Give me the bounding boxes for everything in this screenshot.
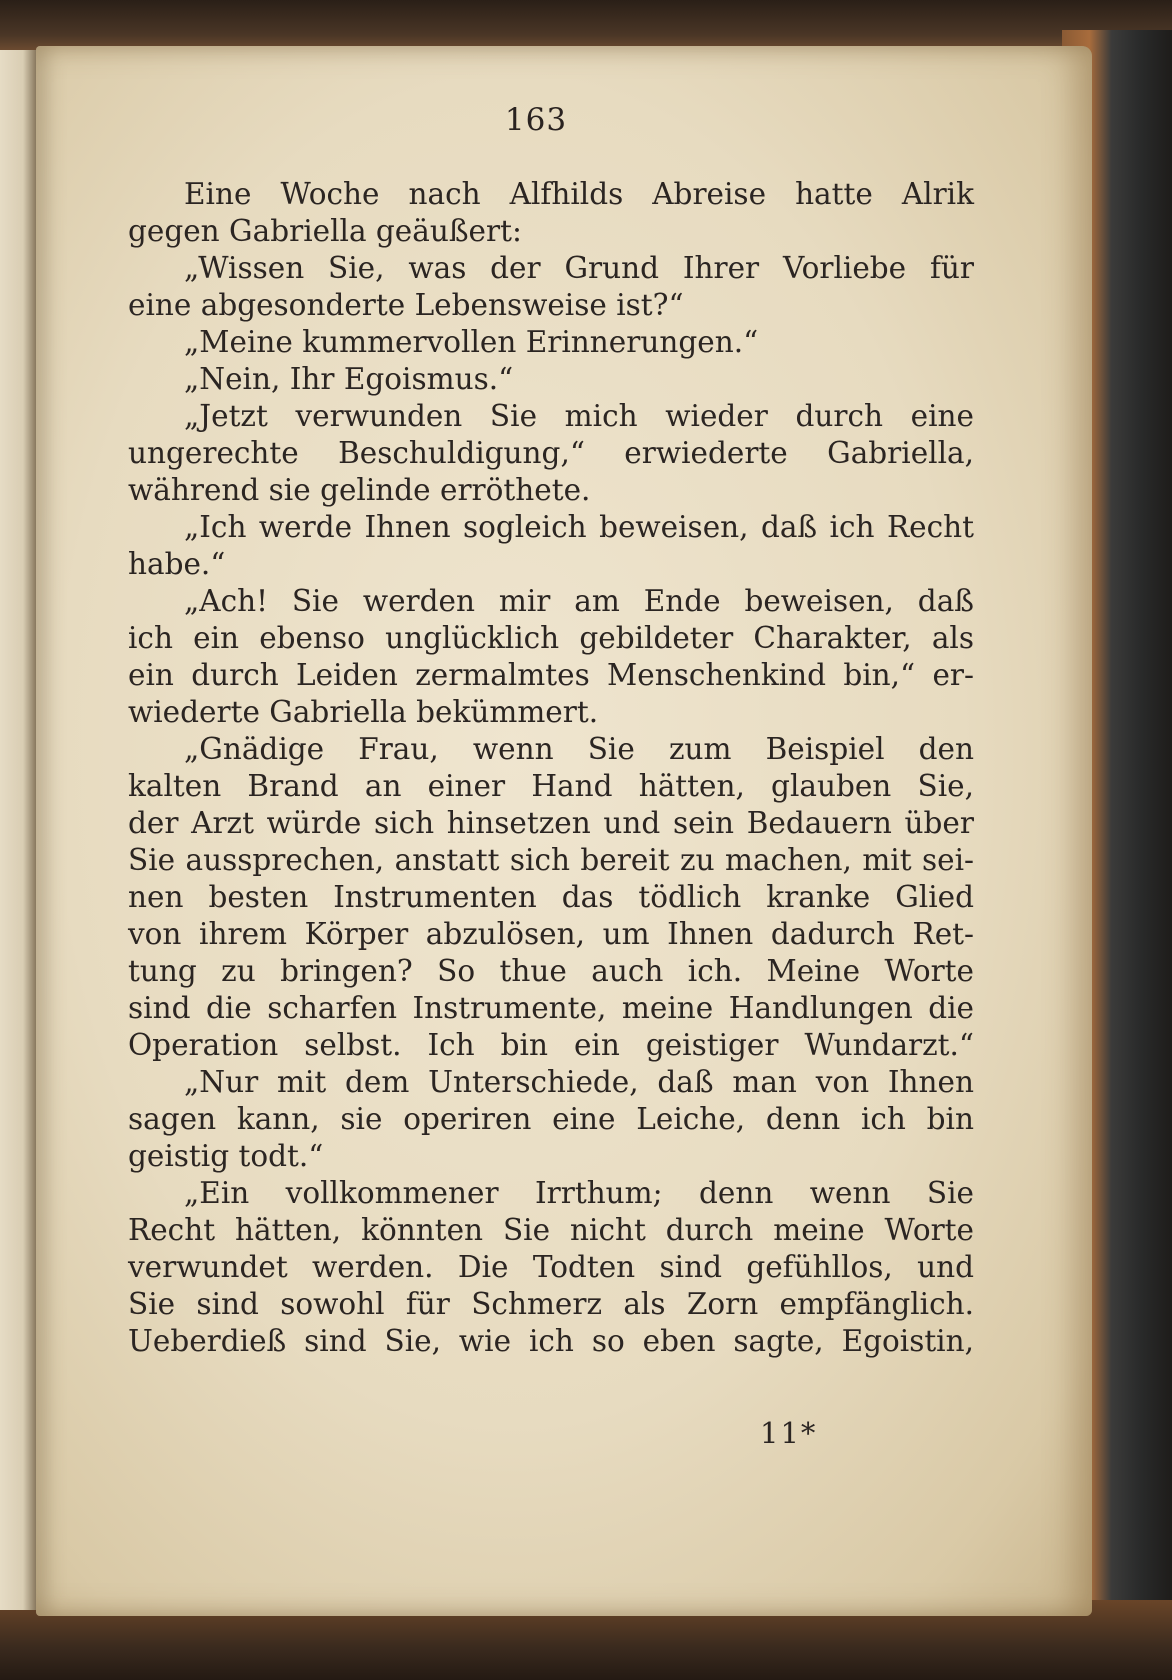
text-line: „Nein, Ihr Egoismus.“	[184, 362, 514, 396]
text-line: geistig todt.“	[128, 1139, 324, 1173]
book-page	[36, 46, 1092, 1616]
text-line: ich ein ebenso unglücklich gebildeter Charakter, als	[128, 621, 974, 655]
text-line: „Ich werde Ihnen sogleich beweisen, daß ich Recht	[184, 510, 974, 544]
text-line: Recht hätten, könnten Sie nicht durch meine Worte	[128, 1213, 974, 1247]
text-line: kalten Brand an einer Hand hätten, glauben Sie,	[128, 769, 974, 803]
text-line: Operation selbst. Ich bin ein geistiger Wundarzt.“	[128, 1028, 974, 1062]
text-line: habe.“	[128, 547, 226, 581]
text-line: Ueberdieß sind Sie, wie ich so eben sagte, Egoistin,	[128, 1324, 974, 1358]
text-line: „Ein vollkommener Irrthum; denn wenn Sie	[184, 1176, 974, 1210]
text-line: verwundet werden. Die Todten sind gefühllos, und	[128, 1250, 974, 1284]
text-line: der Arzt würde sich hinsetzen und sein Bedauern über	[128, 806, 974, 840]
text-line: wiederte Gabriella bekümmert.	[128, 695, 599, 729]
body-text	[128, 176, 974, 1360]
text-line: Sie sind sowohl für Schmerz als Zorn empfänglich.	[128, 1287, 974, 1321]
text-line: von ihrem Körper abzulösen, um Ihnen dadurch Ret-	[128, 917, 974, 951]
text-line: „Ach! Sie werden mir am Ende beweisen, daß	[184, 584, 974, 618]
text-line: „Meine kummervollen Erinnerungen.“	[184, 325, 759, 359]
text-line: nen besten Instrumenten das tödlich kranke Glied	[128, 880, 974, 914]
text-line: „Nur mit dem Unterschiede, daß man von Ihnen	[184, 1065, 974, 1099]
text-line: ein durch Leiden zermalmtes Menschenkind bin,“ er-	[128, 658, 974, 692]
book-cover-top-edge	[0, 0, 1172, 50]
text-line: Eine Woche nach Alfhilds Abreise hatte Alrik	[184, 177, 974, 211]
text-line: „Jetzt verwunden Sie mich wieder durch eine	[184, 399, 974, 433]
text-line: während sie gelinde erröthete.	[128, 473, 591, 507]
text-line: Sie aussprechen, anstatt sich bereit zu machen, mit sei-	[128, 843, 974, 877]
text-line: tung zu bringen? So thue auch ich. Meine Worte	[128, 954, 974, 988]
page-number: 163	[504, 102, 568, 138]
text-line: sind die scharfen Instrumente, meine Handlungen die	[128, 991, 974, 1025]
printer-signature-mark: 11*	[760, 1416, 818, 1450]
text-line: „Wissen Sie, was der Grund Ihrer Vorliebe für	[184, 251, 974, 285]
text-line: sagen kann, sie operiren eine Leiche, denn ich bin	[128, 1102, 974, 1136]
text-line: ungerechte Beschuldigung,“ erwiederte Gabriella,	[128, 436, 974, 470]
text-line: eine abgesonderte Lebensweise ist?“	[128, 288, 684, 322]
text-line: gegen Gabriella geäußert:	[128, 214, 522, 248]
text-line: „Gnädige Frau, wenn Sie zum Beispiel den	[184, 732, 974, 766]
